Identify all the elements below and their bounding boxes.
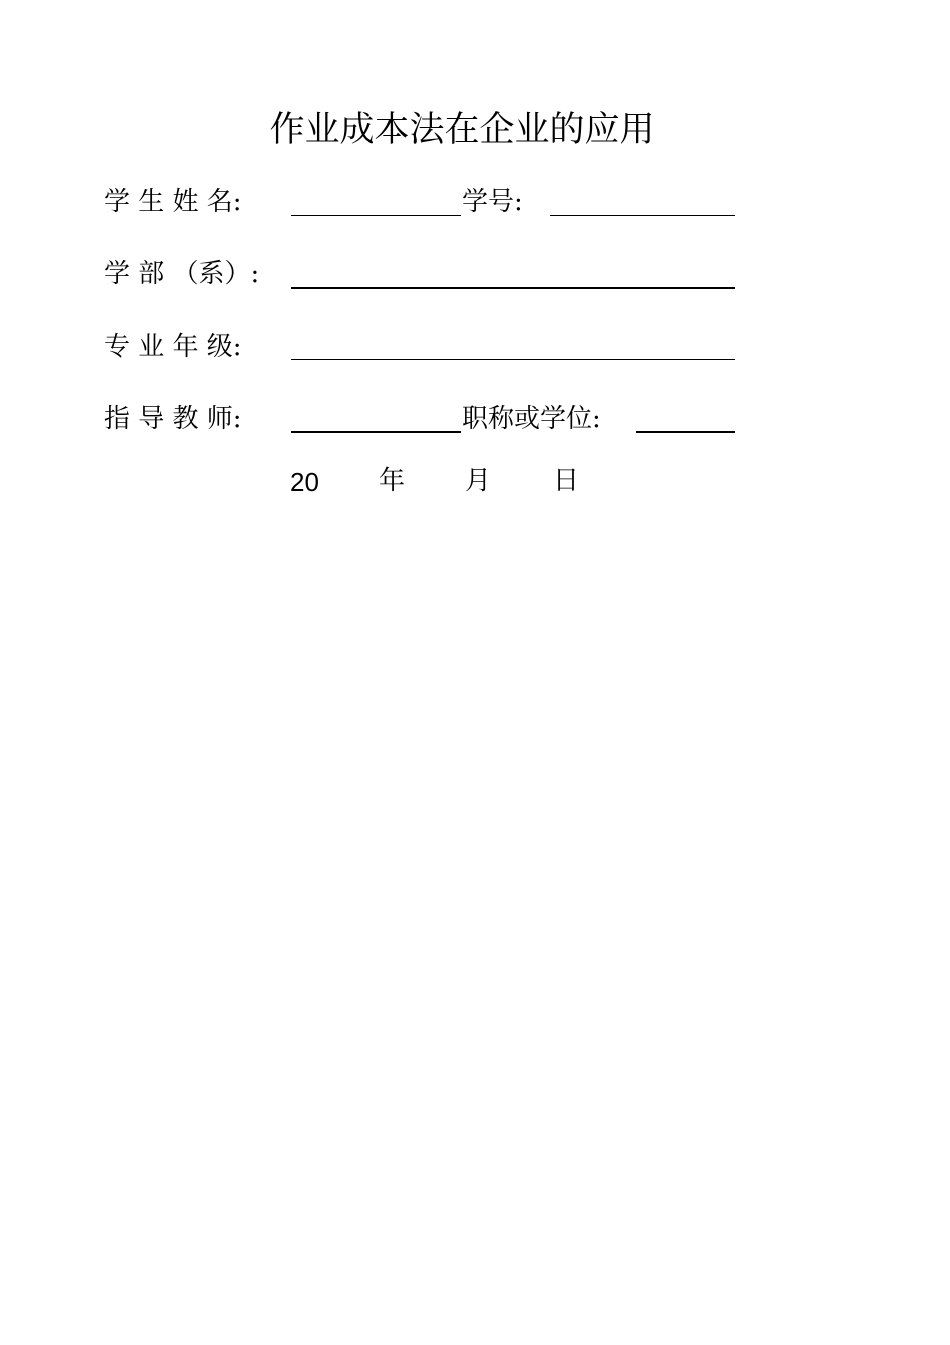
student-name-label: 学 生 姓 名: [104,187,242,217]
advisor-label: 指 导 教 师: [104,404,242,434]
title-degree-label: 职称或学位: [462,404,601,434]
date-month-label: 月 [465,466,492,496]
department-field-line[interactable] [291,287,735,289]
date-year-prefix: 20 [290,467,319,497]
date-year-label: 年 [379,466,406,496]
date-day-label: 日 [553,466,580,496]
student-id-label: 学号: [462,187,523,217]
document-title: 作业成本法在企业的应用 [269,110,655,150]
student-id-field-line[interactable] [550,215,735,216]
title-degree-field-line[interactable] [636,431,735,433]
student-name-field-line[interactable] [291,215,461,216]
department-label: 学 部 （系）: [104,259,260,289]
major-grade-field-line[interactable] [291,359,735,360]
advisor-field-line[interactable] [291,431,461,433]
major-grade-label: 专 业 年 级: [104,332,242,362]
